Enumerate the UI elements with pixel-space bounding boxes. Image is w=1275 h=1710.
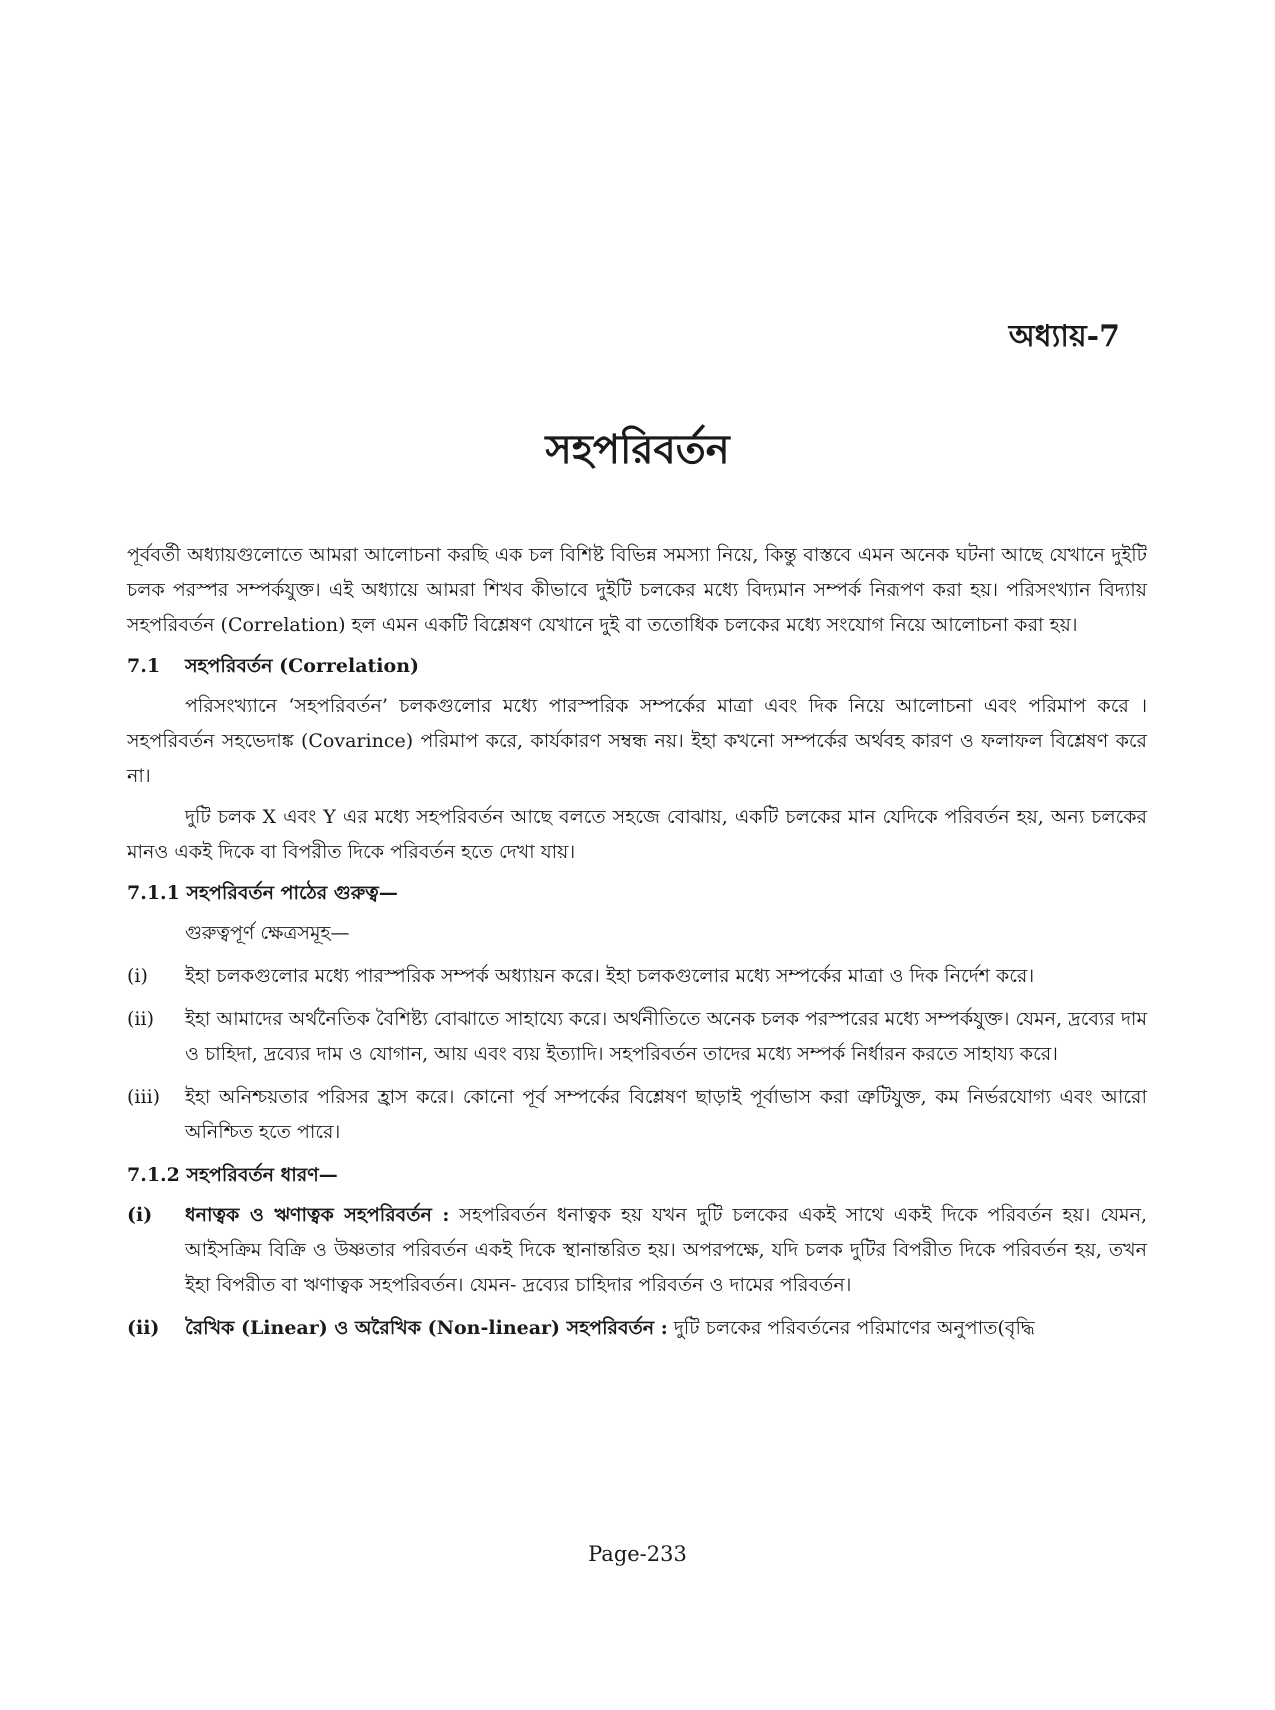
section-title: সহপরিবর্তন (Correlation) [185,655,419,677]
list-item-text: ইহা আমাদের অর্থনৈতিক বৈশিষ্ট্য বোঝাতে সাহায্যে করে। অর্থনীতিতে অনেক চলক পরস্পরের মধ্যে সম্পর্কযুক্ত। যেমন, দ্রব্যের দাম ও চাহিদা, দ্রব্যের দাম ও যোগান, আয় এবং ব্যয় ইত্যাদি। সহপরিবর্তন তাদের মধ্যে সম্পর্ক নির্ধারন করতে সাহায্য করে। [185,1008,1147,1065]
chapter-label: অধ্যায়-7 [1008,319,1120,354]
list-item-lead: রৈখিক (Linear) ও অরৈখিক (Non-linear) সহপরিবর্তন : [185,1317,668,1339]
list-item-body: সহপরিবর্তন ধনাত্বক হয় যখন দুটি চলকের একই সাথে একই দিকে পরিবর্তন হয়। যেমন, আইসক্রিম বিক্রি ও উষ্ণতার পরিবর্তন একই দিকে স্থানান্তরিত হয়। অপরপক্ষে, যদি চলক দুটির বিপরীত দিকে পরিবর্তন হয়, তখন ইহা বিপরীত বা ঋণাত্বক সহপরিবর্তন। যেমন- দ্রব্যের চাহিদার পরিবর্তন ও দামের পরিবর্তন। [185,1204,1147,1296]
main-content [127,538,1147,1354]
list-marker: (i) [127,1204,153,1226]
list-marker: (ii) [127,1317,160,1339]
list-item [127,1080,1147,1150]
list-item-text: ইহা চলকগুলোর মধ্যে পারস্পরিক সম্পর্ক অধ্যায়ন করে। ইহা চলকগুলোর মধ্যে সম্পর্কের মাত্রা ও দিক নির্দেশ করে। [185,965,1035,987]
list-item-lead: ধনাত্বক ও ঋণাত্বক সহপরিবর্তন : [185,1204,450,1226]
list-marker: (ii) [127,1008,154,1030]
list-item [127,959,1147,994]
intro-paragraph: পূর্ববর্তী অধ্যায়গুলোতে আমরা আলোচনা করছি এক চল বিশিষ্ট বিভিন্ন সমস্যা নিয়ে, কিন্তু বাস্তবে এমন অনেক ঘটনা আছে যেখানে দুইটি চলক পরস্পর সম্পর্কযুক্ত। এই অধ্যায়ে আমরা শিখব কীভাবে দুইটি চলকের মধ্যে বিদ্যমান সম্পর্ক নিরূপণ করা হয়। পরিসংখ্যান বিদ্যায় সহপরিবর্তন (Correlation) হল এমন একটি বিশ্লেষণ যেখানে দুই বা ততোধিক চলকের মধ্যে সংযোগ নিয়ে আলোচনা করা হয়। [127,544,1147,636]
section-heading-7-1-2: 7.1.2 সহপরিবর্তন ধারণ— [127,1164,338,1186]
list-item-body: দুটি চলকের পরিবর্তনের পরিমাণের অনুপাত(বৃদ্ধি [667,1317,1035,1339]
list-marker: (iii) [127,1086,161,1108]
section-7-1-paragraph-2: দুটি চলক X এবং Y এর মধ্যে সহপরিবর্তন আছে বলতে সহজে বোঝায়, একটি চলকের মান যেদিকে পরিবর্তন হয়, অন্য চলকের মানও একই দিকে বা বিপরীত দিকে পরিবর্তন হতে দেখা যায়। [127,806,1147,863]
list-item [127,1002,1147,1072]
page-number: Page-233 [588,1542,687,1566]
section-7-1-paragraph-1: পরিসংখ্যানে ‘সহপরিবর্তন’ চলকগুলোর মধ্যে পারস্পরিক সম্পর্কের মাত্রা এবং দিক নিয়ে আলোচনা এবং পরিমাপ করে । সহপরিবর্তন সহভেদাঙ্ক (Covarince) পরিমাপ করে, কার্যকারণ সম্বন্ধ নয়। ইহা কখনো সম্পর্কের অর্থবহ কারণ ও ফলাফল বিশ্লেষণ করে না। [127,695,1147,787]
list-item-text [185,1311,1147,1346]
subheading-important-areas: গুরুত্বপূর্ণ ক্ষেত্রসমূহ— [185,922,350,944]
section-heading-7-1-1: 7.1.1 সহপরিবর্তন পাঠের গুরুত্ব— [127,882,398,904]
list-item [127,1198,1147,1303]
list-item-text [185,1198,1147,1303]
list-marker: (i) [127,965,148,987]
chapter-title: সহপরিবর্তন [545,426,730,473]
section-number: 7.1 [127,655,161,677]
list-item [127,1311,1147,1346]
list-item-text: ইহা অনিশ্চয়তার পরিসর হ্রাস করে। কোনো পূর্ব সম্পর্কের বিশ্লেষণ ছাড়াই পূর্বাভাস করা ত্রুটিযুক্ত, কম নির্ভরযোগ্য এবং আরো অনিশ্চিত হতে পারে। [185,1086,1147,1143]
section-heading-7-1 [127,649,1147,683]
